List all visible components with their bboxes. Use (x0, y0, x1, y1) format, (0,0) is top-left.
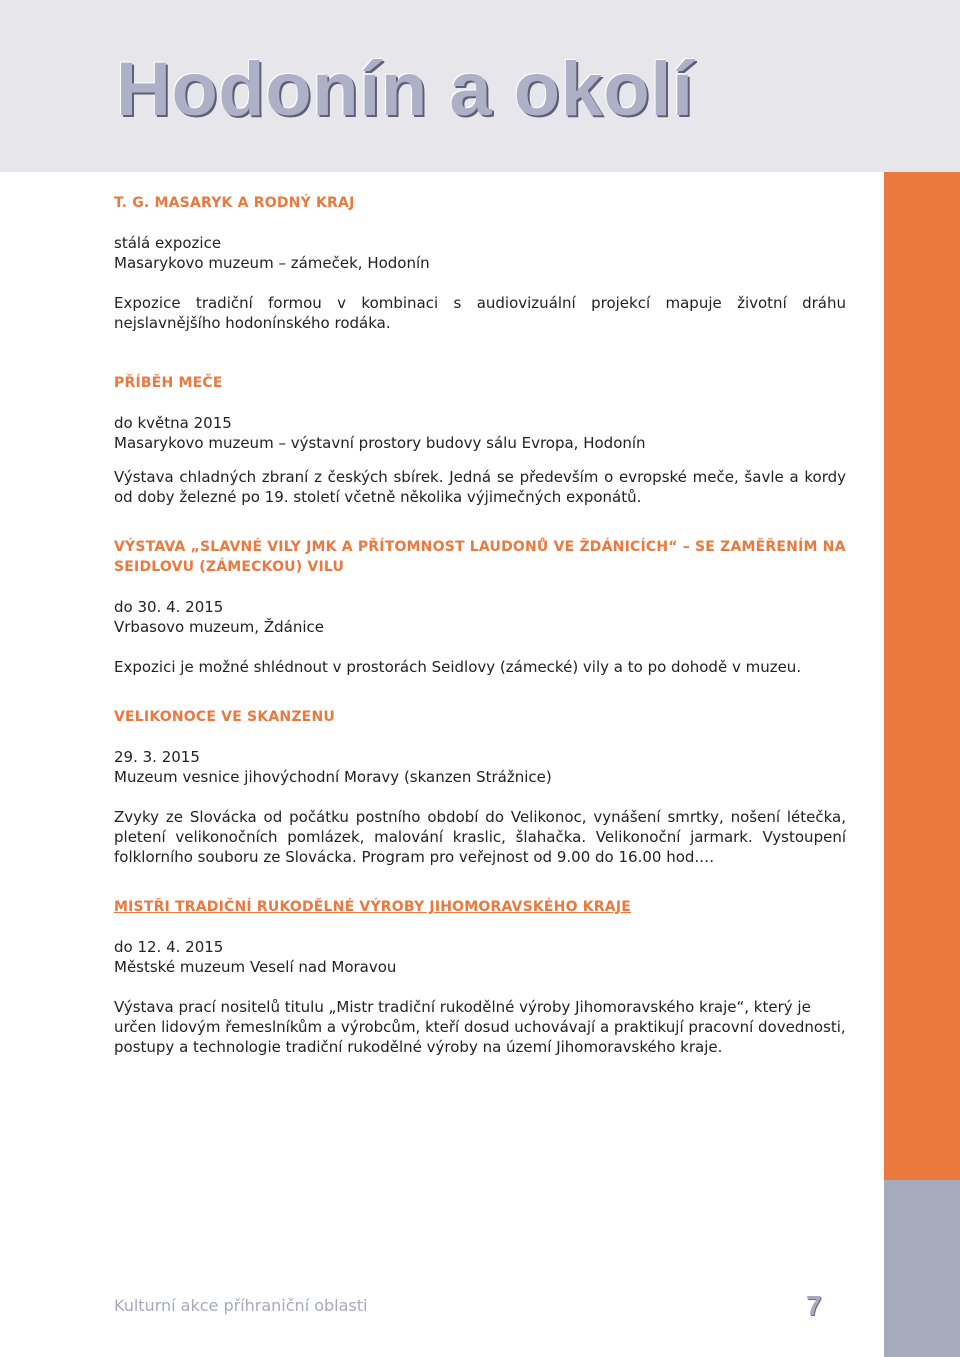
section-type: stálá expozice (114, 234, 222, 252)
section-venue: Masarykovo muzeum – výstavní prostory budovy sálu Evropa, Hodonín (114, 434, 646, 452)
section-date: 29. 3. 2015 (114, 748, 200, 766)
section-slavne-vily (114, 537, 846, 677)
section-description: Zvyky ze Slovácka od počátku postního období do Velikonoc, vynášení smrtky, nošení létečka, pletení velikonočních pomlázek, malování kraslic, šlahačka. Velikonoční jarmark. Vystoupení folklorního souboru ze Slovácka. Program pro veřejnost od 9.00 do 16.00 hod.… (114, 808, 846, 866)
section-venue: Masarykovo muzeum – zámeček, Hodonín (114, 254, 430, 272)
section-pribeh-mece (114, 373, 846, 507)
section-description: Výstava prací nositelů titulu „Mistr tradiční rukodělné výroby Jihomoravského kraje“, který je určen lidovým řemeslníkům a výrobcům, kteří dosud uchovávají a praktikují pracovní dovednosti, postupy a technologie tradiční rukodělné výroby na území Jihomoravského kraje. (114, 998, 846, 1056)
side-gray-bar (884, 1180, 960, 1357)
section-title: PŘÍBĚH MEČE (114, 375, 223, 391)
section-venue: Muzeum vesnice jihovýchodní Moravy (skanzen Strážnice) (114, 768, 552, 786)
section-description: Expozice tradiční formou v kombinaci s audiovizuální projekcí mapuje životní dráhu nejslavnějšího hodonínského rodáka. (114, 294, 846, 332)
section-velikonoce (114, 707, 846, 867)
content (114, 193, 846, 1057)
section-title: VELIKONOCE VE SKANZENU (114, 709, 335, 725)
section-date: do 12. 4. 2015 (114, 938, 224, 956)
section-date: do 30. 4. 2015 (114, 598, 224, 616)
page-title: Hodonín a okolí (116, 47, 694, 132)
page-number: 7 (806, 1290, 822, 1321)
section-mistri (114, 897, 846, 1057)
section-masaryk (114, 193, 846, 333)
section-venue: Vrbasovo muzeum, Ždánice (114, 618, 324, 636)
section-title: VÝSTAVA „SLAVNÉ VILY JMK A PŘÍTOMNOST LAUDONŮ VE ŽDÁNICÍCH“ – SE ZAMĚŘENÍM NA SEIDLOVU (ZÁMECKOU) VILU (114, 539, 846, 575)
section-title: MISTŘI TRADIČNÍ RUKODĚLNÉ VÝROBY JIHOMORAVSKÉHO KRAJE (114, 899, 631, 915)
footer-text: Kulturní akce příhraniční oblasti (114, 1296, 368, 1315)
section-description: Expozici je možné shlédnout v prostorách Seidlovy (zámecké) vily a to po dohodě v muzeu. (114, 658, 802, 676)
section-title: T. G. MASARYK A RODNÝ KRAJ (114, 195, 355, 211)
section-venue: Městské muzeum Veselí nad Moravou (114, 958, 397, 976)
section-description: Výstava chladných zbraní z českých sbírek. Jedná se především o evropské meče, šavle a kordy od doby železné po 19. století včetně několika výjimečných exponátů. (114, 468, 846, 506)
side-accent-bar (884, 172, 960, 1180)
section-date: do května 2015 (114, 414, 232, 432)
